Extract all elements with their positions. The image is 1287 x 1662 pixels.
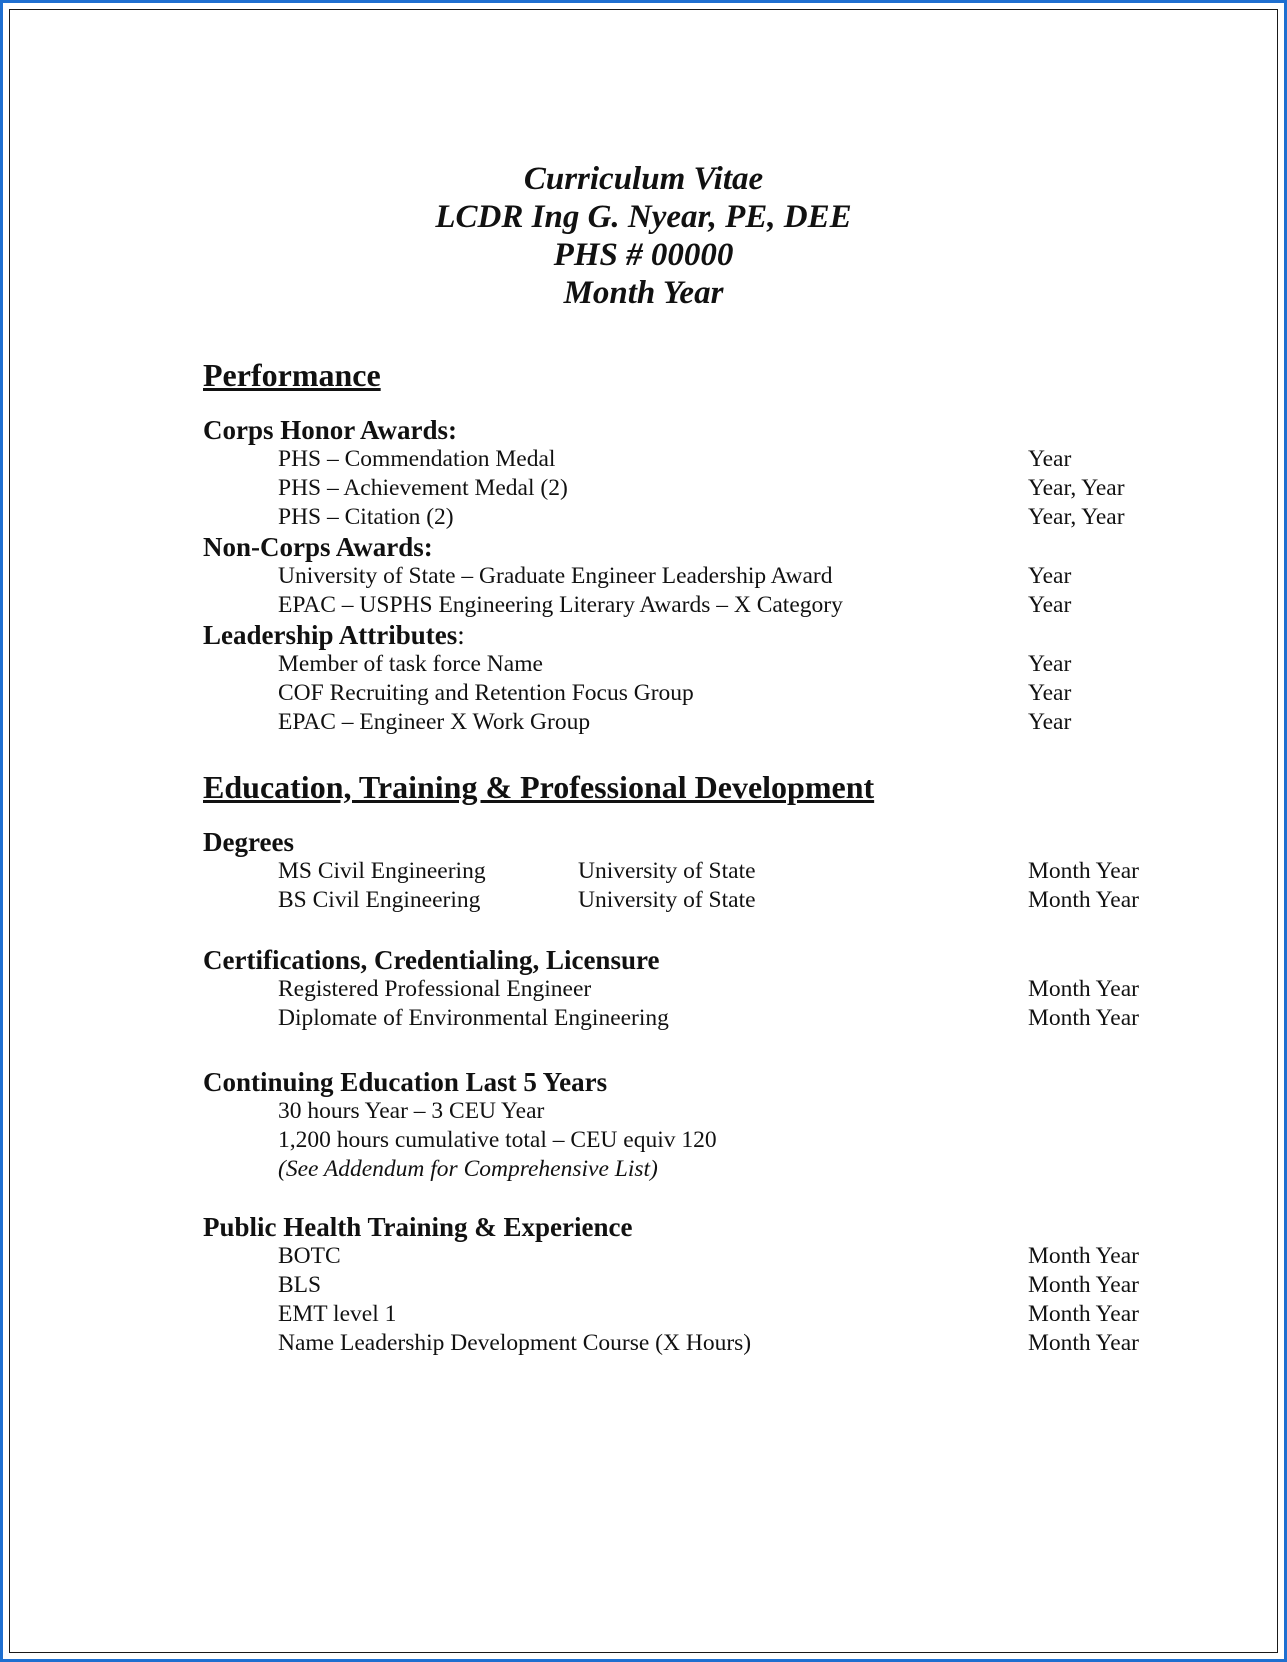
item-label: PHS – Citation (2) <box>278 504 454 530</box>
item-label: 1,200 hours cumulative total – CEU equiv 120 <box>278 1127 717 1153</box>
list-item <box>203 1329 1163 1358</box>
item-label: COF Recruiting and Retention Focus Group <box>278 680 694 706</box>
cv-header <box>10 160 1277 312</box>
item-date: Year <box>1028 563 1072 589</box>
item-label: BLS <box>278 1272 322 1298</box>
list-item <box>203 1155 1163 1184</box>
list-item <box>203 474 1163 503</box>
list-item <box>203 1097 1163 1126</box>
list-item <box>203 650 1163 679</box>
item-label: Member of task force Name <box>278 651 543 677</box>
item-label: 30 hours Year – 3 CEU Year <box>278 1098 545 1124</box>
list-item <box>203 562 1163 591</box>
item-date: Month Year <box>1028 858 1139 884</box>
item-date: Year <box>1028 592 1072 618</box>
section-title-education: Education, Training & Professional Development <box>203 769 875 805</box>
list-item <box>203 591 1163 620</box>
list-item <box>203 886 1163 915</box>
item-date: Month Year <box>1028 1272 1139 1298</box>
subheading-degrees: Degrees <box>203 827 294 857</box>
item-school: University of State <box>578 858 756 884</box>
list-item <box>203 1271 1163 1300</box>
item-label: BS Civil Engineering <box>278 887 481 913</box>
item-date: Month Year <box>1028 1301 1139 1327</box>
item-label: PHS – Commendation Medal <box>278 446 556 472</box>
leadership-heading-text: Leadership Attributes <box>203 620 458 650</box>
leadership-heading-colon: : <box>457 620 465 650</box>
subheading-continuing-education: Continuing Education Last 5 Years <box>203 1067 608 1097</box>
item-label: BOTC <box>278 1243 341 1269</box>
item-date: Year, Year <box>1028 475 1125 501</box>
item-label: EPAC – Engineer X Work Group <box>278 709 591 735</box>
item-date: Month Year <box>1028 1330 1139 1356</box>
list-item <box>203 679 1163 708</box>
subheading-public-health: Public Health Training & Experience <box>203 1212 633 1242</box>
list-item <box>203 975 1163 1004</box>
item-label: Registered Professional Engineer <box>278 976 592 1002</box>
list-item <box>203 503 1163 532</box>
list-item <box>203 708 1163 737</box>
item-label: Diplomate of Environmental Engineering <box>278 1005 669 1031</box>
item-label: EPAC – USPHS Engineering Literary Awards – X Category <box>278 592 843 618</box>
item-date: Year <box>1028 709 1072 735</box>
item-school: University of State <box>578 887 756 913</box>
list-item <box>203 1242 1163 1271</box>
cv-content <box>203 355 1163 1358</box>
item-label: PHS – Achievement Medal (2) <box>278 475 568 501</box>
item-date: Month Year <box>1028 887 1139 913</box>
subheading-non-corps: Non-Corps Awards: <box>203 532 433 562</box>
cv-name: LCDR Ing G. Nyear, PE, DEE <box>435 199 852 235</box>
cv-date: Month Year <box>563 275 724 311</box>
list-item <box>203 1126 1163 1155</box>
item-date: Year, Year <box>1028 504 1125 530</box>
item-label: University of State – Graduate Engineer Leadership Award <box>278 563 833 589</box>
item-date: Month Year <box>1028 1243 1139 1269</box>
subheading-corps-honor: Corps Honor Awards: <box>203 415 458 445</box>
list-item <box>203 1004 1163 1033</box>
page-inner-border <box>9 9 1278 1653</box>
item-date: Year <box>1028 680 1072 706</box>
item-date: Month Year <box>1028 976 1139 1002</box>
item-label: Name Leadership Development Course (X Hours) <box>278 1330 752 1356</box>
subheading-certifications: Certifications, Credentialing, Licensure <box>203 945 660 975</box>
item-label: EMT level 1 <box>278 1301 397 1327</box>
list-item <box>203 1300 1163 1329</box>
item-label: (See Addendum for Comprehensive List) <box>278 1156 658 1182</box>
item-date: Year <box>1028 651 1072 677</box>
cv-title: Curriculum Vitae <box>523 161 764 197</box>
list-item <box>203 445 1163 474</box>
item-date: Year <box>1028 446 1072 472</box>
list-item <box>203 857 1163 886</box>
cv-phs-number: PHS # 00000 <box>553 237 734 273</box>
subheading-leadership <box>203 620 1163 650</box>
item-date: Month Year <box>1028 1005 1139 1031</box>
section-title-performance: Performance <box>203 357 381 393</box>
item-label: MS Civil Engineering <box>278 858 486 884</box>
